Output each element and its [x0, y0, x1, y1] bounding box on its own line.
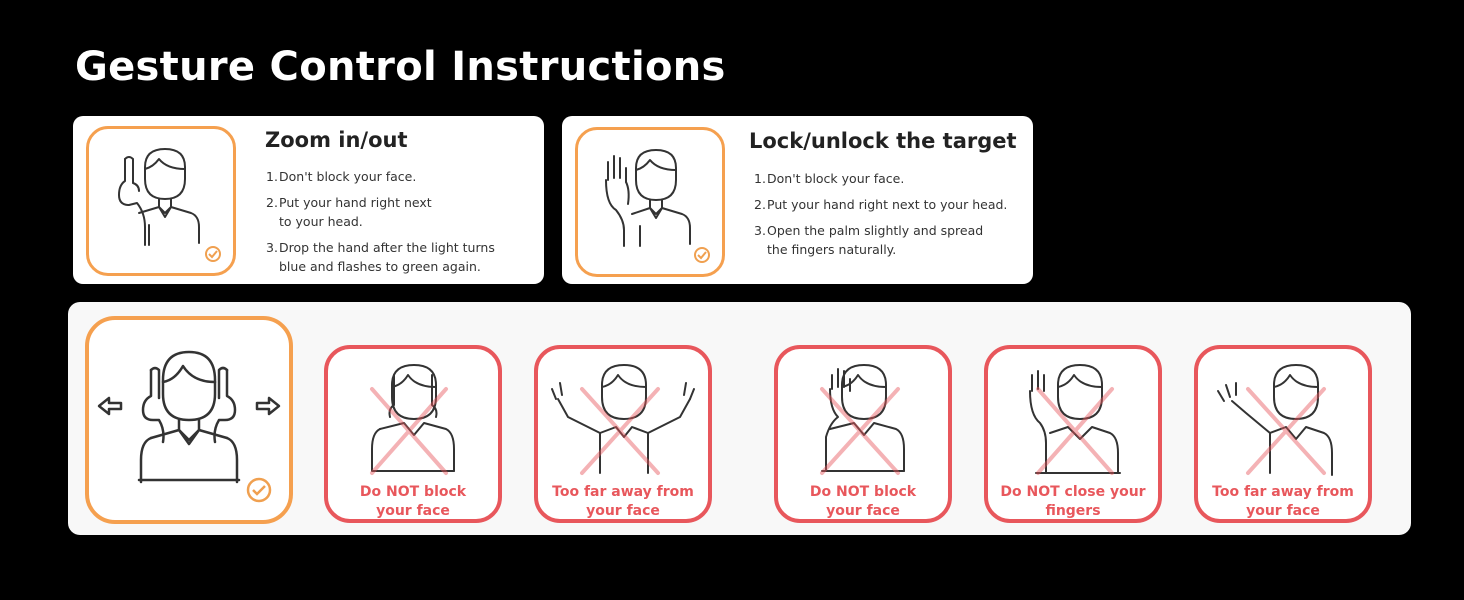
step-text: Drop the hand after the light turns blue and flashes to green again. — [279, 240, 495, 274]
step-number: 1. — [754, 171, 766, 186]
error-label-line: Too far away from — [1212, 484, 1354, 500]
incorrect-gesture-box-too-far — [534, 345, 712, 523]
error-label-line: Do NOT close your — [1000, 484, 1146, 500]
step-text: Don't block your face. — [279, 169, 417, 184]
step-item — [266, 167, 526, 186]
error-label-line: your face — [1246, 503, 1320, 519]
instruction-steps — [754, 169, 1024, 266]
error-label-line: your face — [826, 503, 900, 519]
error-label — [1198, 483, 1368, 521]
lock-instruction-card — [562, 116, 1033, 284]
step-number: 2. — [266, 195, 278, 210]
raised-index-finger-person-icon — [89, 129, 233, 273]
correct-gesture-box — [85, 316, 293, 524]
step-item — [266, 238, 511, 276]
cross-icon — [822, 389, 898, 473]
gesture-examples-panel — [68, 302, 1411, 535]
card-title: Lock/unlock the target — [749, 129, 1017, 153]
cross-icon — [1248, 389, 1324, 473]
error-label-line: Do NOT block — [359, 484, 467, 500]
check-icon — [695, 248, 709, 262]
incorrect-gesture-box-too-far-palm — [1194, 345, 1372, 523]
arrow-left-icon — [99, 398, 121, 414]
incorrect-gesture-box-block-face — [324, 345, 502, 523]
error-label-line: your face — [376, 503, 450, 519]
instruction-steps — [266, 167, 526, 283]
step-text: Put your hand right next to your head. — [279, 195, 432, 229]
page-title: Gesture Control Instructions — [75, 44, 726, 90]
step-item — [266, 193, 448, 231]
incorrect-gesture-box-closed-fingers — [984, 345, 1162, 523]
step-number: 3. — [266, 240, 278, 255]
error-label-line: Do NOT block — [809, 484, 917, 500]
error-label — [778, 483, 948, 521]
step-text: Open the palm slightly and spread the fingers naturally. — [767, 223, 984, 257]
step-item — [754, 221, 994, 259]
error-label-line: Too far away from — [552, 484, 694, 500]
cross-icon — [372, 389, 446, 473]
step-number: 2. — [754, 197, 766, 212]
error-label — [328, 483, 498, 521]
step-item — [754, 195, 1024, 214]
incorrect-gesture-box-palm-block — [774, 345, 952, 523]
zoom-gesture-icon-box — [86, 126, 236, 276]
error-label — [538, 483, 708, 521]
arrow-right-icon — [257, 398, 279, 414]
open-palm-person-icon — [578, 130, 722, 274]
error-label-line: your face — [586, 503, 660, 519]
step-item — [754, 169, 1024, 188]
step-text: Don't block your face. — [767, 171, 905, 186]
two-hands-zoom-person-icon — [89, 320, 289, 520]
check-icon — [206, 247, 220, 261]
step-text: Put your hand right next to your head. — [767, 197, 1008, 212]
error-label — [988, 483, 1158, 521]
error-label-line: fingers — [1045, 503, 1101, 519]
step-number: 3. — [754, 223, 766, 238]
step-number: 1. — [266, 169, 278, 184]
card-title: Zoom in/out — [265, 128, 408, 152]
cross-icon — [582, 389, 658, 473]
check-icon — [248, 479, 270, 501]
lock-gesture-icon-box — [575, 127, 725, 277]
zoom-instruction-card — [73, 116, 544, 284]
